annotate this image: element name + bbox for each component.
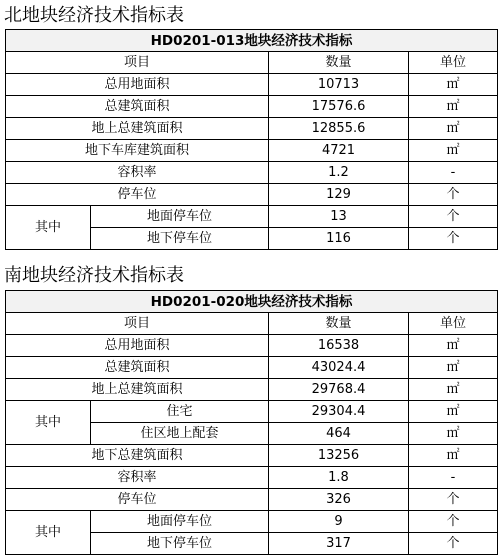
row-item: 停车位 xyxy=(6,489,269,511)
header-qty: 数量 xyxy=(269,52,409,74)
row-qty: 10713 xyxy=(269,74,409,96)
row-item: 总用地面积 xyxy=(6,74,269,96)
row-unit: ㎡ xyxy=(409,140,498,162)
row-unit: 个 xyxy=(409,489,498,511)
row-item: 住区地上配套 xyxy=(91,423,269,445)
table-row xyxy=(6,445,498,467)
header-qty: 数量 xyxy=(269,313,409,335)
row-item: 总建筑面积 xyxy=(6,96,269,118)
row-item: 地下停车位 xyxy=(91,533,269,555)
row-item: 停车位 xyxy=(6,184,269,206)
row-item: 总用地面积 xyxy=(6,335,269,357)
table-row xyxy=(6,140,498,162)
table-row xyxy=(6,74,498,96)
row-unit: ㎡ xyxy=(409,118,498,140)
row-unit: 个 xyxy=(409,228,498,250)
row-qty: 4721 xyxy=(269,140,409,162)
table-row xyxy=(6,162,498,184)
row-qty: 29304.4 xyxy=(269,401,409,423)
row-unit: ㎡ xyxy=(409,96,498,118)
row-item: 地下停车位 xyxy=(91,228,269,250)
row-unit: 个 xyxy=(409,511,498,533)
row-qty: 13256 xyxy=(269,445,409,467)
north-table-title: 北地块经济技术指标表 xyxy=(4,5,184,26)
row-item: 住宅 xyxy=(91,401,269,423)
row-qty: 1.8 xyxy=(269,467,409,489)
table-row xyxy=(6,401,498,423)
row-qty: 29768.4 xyxy=(269,379,409,401)
header-unit: 单位 xyxy=(409,52,498,74)
south-indicator-table xyxy=(5,290,498,555)
row-item: 地面停车位 xyxy=(91,511,269,533)
row-unit: ㎡ xyxy=(409,357,498,379)
row-item: 容积率 xyxy=(6,162,269,184)
table-row xyxy=(6,467,498,489)
header-item: 项目 xyxy=(6,52,269,74)
row-qty: 17576.6 xyxy=(269,96,409,118)
row-qty: 116 xyxy=(269,228,409,250)
row-qty: 43024.4 xyxy=(269,357,409,379)
row-unit: ㎡ xyxy=(409,335,498,357)
row-qty: 12855.6 xyxy=(269,118,409,140)
row-unit: - xyxy=(409,162,498,184)
row-qty: 16538 xyxy=(269,335,409,357)
row-unit: 个 xyxy=(409,184,498,206)
group-label: 其中 xyxy=(6,206,91,250)
row-qty: 464 xyxy=(269,423,409,445)
table-row xyxy=(6,96,498,118)
table-row xyxy=(6,511,498,533)
row-qty: 129 xyxy=(269,184,409,206)
table-row xyxy=(6,335,498,357)
row-item: 总建筑面积 xyxy=(6,357,269,379)
table-header-row xyxy=(6,313,498,335)
north-indicator-table xyxy=(5,29,498,250)
row-item: 地上总建筑面积 xyxy=(6,118,269,140)
table-caption-row xyxy=(6,291,498,313)
table-row xyxy=(6,118,498,140)
row-item: 地下总建筑面积 xyxy=(6,445,269,467)
table-row xyxy=(6,379,498,401)
row-item: 地下车库建筑面积 xyxy=(6,140,269,162)
row-qty: 9 xyxy=(269,511,409,533)
table-row xyxy=(6,206,498,228)
table-header-row xyxy=(6,52,498,74)
row-qty: 13 xyxy=(269,206,409,228)
table-caption-row xyxy=(6,30,498,52)
group-label: 其中 xyxy=(6,511,91,555)
group-label: 其中 xyxy=(6,401,91,445)
row-unit: ㎡ xyxy=(409,401,498,423)
row-qty: 1.2 xyxy=(269,162,409,184)
row-unit: 个 xyxy=(409,206,498,228)
row-unit: ㎡ xyxy=(409,423,498,445)
table-row xyxy=(6,184,498,206)
row-unit: ㎡ xyxy=(409,379,498,401)
row-qty: 317 xyxy=(269,533,409,555)
row-item: 地上总建筑面积 xyxy=(6,379,269,401)
row-unit: ㎡ xyxy=(409,445,498,467)
row-unit: - xyxy=(409,467,498,489)
south-table-title: 南地块经济技术指标表 xyxy=(4,265,184,286)
row-qty: 326 xyxy=(269,489,409,511)
table-row xyxy=(6,489,498,511)
row-item: 容积率 xyxy=(6,467,269,489)
row-unit: 个 xyxy=(409,533,498,555)
header-item: 项目 xyxy=(6,313,269,335)
table-row xyxy=(6,357,498,379)
header-unit: 单位 xyxy=(409,313,498,335)
north-table-caption: HD0201-013地块经济技术指标 xyxy=(6,30,498,52)
row-unit: ㎡ xyxy=(409,74,498,96)
south-table-caption: HD0201-020地块经济技术指标 xyxy=(6,291,498,313)
row-item: 地面停车位 xyxy=(91,206,269,228)
